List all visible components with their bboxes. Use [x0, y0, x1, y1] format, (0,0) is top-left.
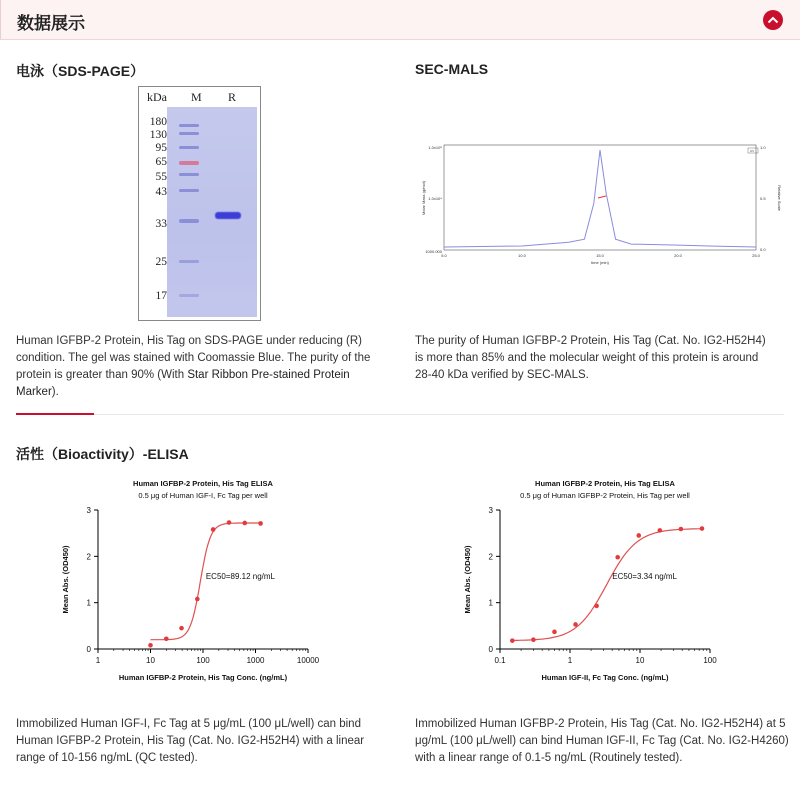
gel-marker-label: 33	[155, 218, 167, 230]
sec-left-tick: 1000.000	[425, 249, 442, 254]
elisa-y-tick-label: 3	[488, 506, 493, 515]
gel-header-marker: M	[191, 90, 202, 104]
gel-header-reduced: R	[228, 90, 237, 104]
elisa-subtitle: 0.5 μg of Human IGF-I, Fc Tag per well	[138, 491, 268, 500]
elisa-y-tick-label: 0	[86, 645, 91, 654]
gel-marker-label: 95	[155, 142, 167, 154]
elisa-data-point	[679, 527, 684, 532]
elisa-y-tick-label: 0	[488, 645, 493, 654]
elisa-y-tick-label: 1	[86, 598, 91, 608]
elisa-fit-curve	[151, 523, 261, 640]
sds-caption-text: Human IGFBP-2 Protein, His Tag on SDS-PAGE under reducing (R) condition. The gel was stained with Coomassie Blue. The purity of the protein is greater than 90% (With	[16, 335, 371, 381]
elisa-y-tick-label: 2	[488, 552, 493, 562]
elisa-fit-curve	[512, 529, 702, 641]
elisa-data-point	[552, 630, 557, 635]
sec-mals-title: SEC-MALS	[415, 61, 489, 77]
gel-marker-label: 130	[149, 129, 167, 141]
sec-x-axis-label: time (min)	[591, 260, 609, 265]
sec-x-tick: 15.0	[596, 253, 604, 258]
sec-legend-text: UV	[750, 149, 755, 153]
elisa-data-point	[242, 521, 247, 526]
elisa-x-tick-label: 1000	[246, 656, 265, 665]
elisa-x-label: Human IGF-II, Fc Tag Conc. (ng/mL)	[541, 673, 669, 682]
sec-right-tick: 0.5	[760, 196, 766, 201]
sec-x-tick: 25.0	[752, 253, 760, 258]
gel-marker-label: 17	[155, 290, 167, 302]
gel-marker-label: 65	[155, 156, 167, 168]
elisa-ec50-annotation: EC50=3.34 ng/mL	[612, 572, 677, 581]
elisa-caption-left: Immobilized Human IGF-I, Fc Tag at 5 μg/mL (100 μL/well) can bind Human IGFBP-2 Protein, His Tag (Cat. No. IG2-H52H4) with a linear range of 10-156 ng/mL (QC tested).	[16, 718, 365, 764]
elisa-data-point	[164, 637, 169, 642]
sec-right-tick: 0.0	[760, 247, 766, 252]
elisa-y-tick-label: 3	[86, 506, 91, 515]
elisa-ec50-annotation: EC50=89.12 ng/mL	[205, 572, 275, 581]
elisa-x-tick-label: 100	[703, 656, 717, 665]
elisa-data-point	[510, 638, 515, 643]
sec-mals-caption: The purity of Human IGFBP-2 Protein, His Tag (Cat. No. IG2-H52H4) is more than 85% and the molecular weight of this protein is around 28-40 kDa verified by SEC-MALS.	[415, 335, 766, 381]
sec-mals-chart	[412, 140, 782, 265]
sec-x-tick: 10.0	[518, 253, 526, 258]
sec-right-tick: 1.0	[760, 145, 766, 150]
sds-caption-text-end: ).	[51, 386, 59, 398]
elisa-data-point	[195, 597, 200, 602]
elisa-x-label: Human IGFBP-2 Protein, His Tag Conc. (ng/mL)	[118, 673, 288, 682]
elisa-title: Human IGFBP-2 Protein, His Tag ELISA	[133, 479, 273, 488]
sec-right-axis-label: Relative Scale	[777, 185, 782, 211]
sec-left-tick: 1.0x10⁴	[428, 196, 442, 201]
section-divider-accent	[16, 413, 94, 415]
section-title: 数据展示	[17, 14, 85, 33]
elisa-y-label: Mean Abs. (OD450)	[463, 545, 472, 614]
elisa-subtitle: 0.5 μg of Human IGFBP-2 Protein, His Tag per well	[520, 491, 690, 500]
elisa-data-point	[636, 533, 641, 538]
collapse-button[interactable]	[763, 10, 783, 30]
gel-marker-label: 180	[149, 116, 167, 128]
gel-marker-label: 43	[155, 186, 167, 198]
elisa-data-point	[700, 526, 705, 531]
bioactivity-title: 活性（Bioactivity）-ELISA	[16, 446, 189, 462]
sds-page-caption	[16, 333, 371, 401]
sec-uv-trace	[444, 150, 756, 247]
elisa-chart-igf2	[452, 476, 782, 691]
elisa-x-tick-label: 0.1	[494, 656, 506, 665]
sds-page-gel-image	[138, 86, 261, 321]
gel-header-kda: kDa	[147, 90, 167, 104]
elisa-title: Human IGFBP-2 Protein, His Tag ELISA	[535, 479, 675, 488]
gel-lanes	[167, 107, 257, 317]
gel-marker-label: 55	[155, 171, 167, 183]
elisa-x-tick-label: 1	[95, 656, 101, 665]
elisa-data-point	[179, 626, 184, 631]
sec-left-tick: 1.0x10⁵	[428, 145, 442, 150]
sec-molar-mass-trace	[598, 196, 606, 198]
elisa-data-point	[658, 528, 663, 533]
sec-x-tick: 20.0	[674, 253, 682, 258]
star-ribbon-marker-link[interactable]: Star Ribbon Pre-stained Protein Marker	[16, 369, 350, 398]
elisa-data-point	[211, 527, 216, 532]
elisa-data-point	[148, 643, 153, 648]
chevron-up-icon	[767, 16, 779, 24]
elisa-y-tick-label: 1	[488, 598, 493, 608]
gel-marker-label: 25	[155, 256, 167, 268]
elisa-x-tick-label: 100	[196, 656, 210, 665]
elisa-data-point	[594, 604, 599, 609]
elisa-data-point	[258, 521, 263, 526]
elisa-data-point	[227, 520, 232, 525]
elisa-x-tick-label: 10	[635, 656, 645, 665]
sds-page-title: 电泳（SDS-PAGE）	[16, 63, 145, 79]
sec-x-tick: 5.0	[441, 253, 447, 258]
elisa-chart-igf1	[50, 476, 380, 691]
elisa-data-point	[615, 555, 620, 560]
elisa-data-point	[531, 637, 536, 642]
elisa-x-tick-label: 10	[146, 656, 155, 665]
elisa-x-tick-label: 1	[567, 656, 573, 665]
elisa-y-label: Mean Abs. (OD450)	[61, 545, 70, 614]
section-header	[0, 0, 800, 40]
elisa-data-point	[573, 622, 578, 627]
elisa-caption-right: Immobilized Human IGFBP-2 Protein, His Tag (Cat. No. IG2-H52H4) at 5 μg/mL (100 μL/well) can bind Human IGF-II, Fc Tag (Cat. No. IG2-H4260) with a linear range of 0.1-5 ng/mL (Routinely tested).	[415, 718, 789, 764]
section-divider	[16, 414, 784, 415]
elisa-y-tick-label: 2	[86, 552, 91, 562]
elisa-x-tick-label: 10000	[296, 656, 320, 665]
sec-left-axis-label: Molar Mass (g/mol)	[421, 180, 426, 216]
